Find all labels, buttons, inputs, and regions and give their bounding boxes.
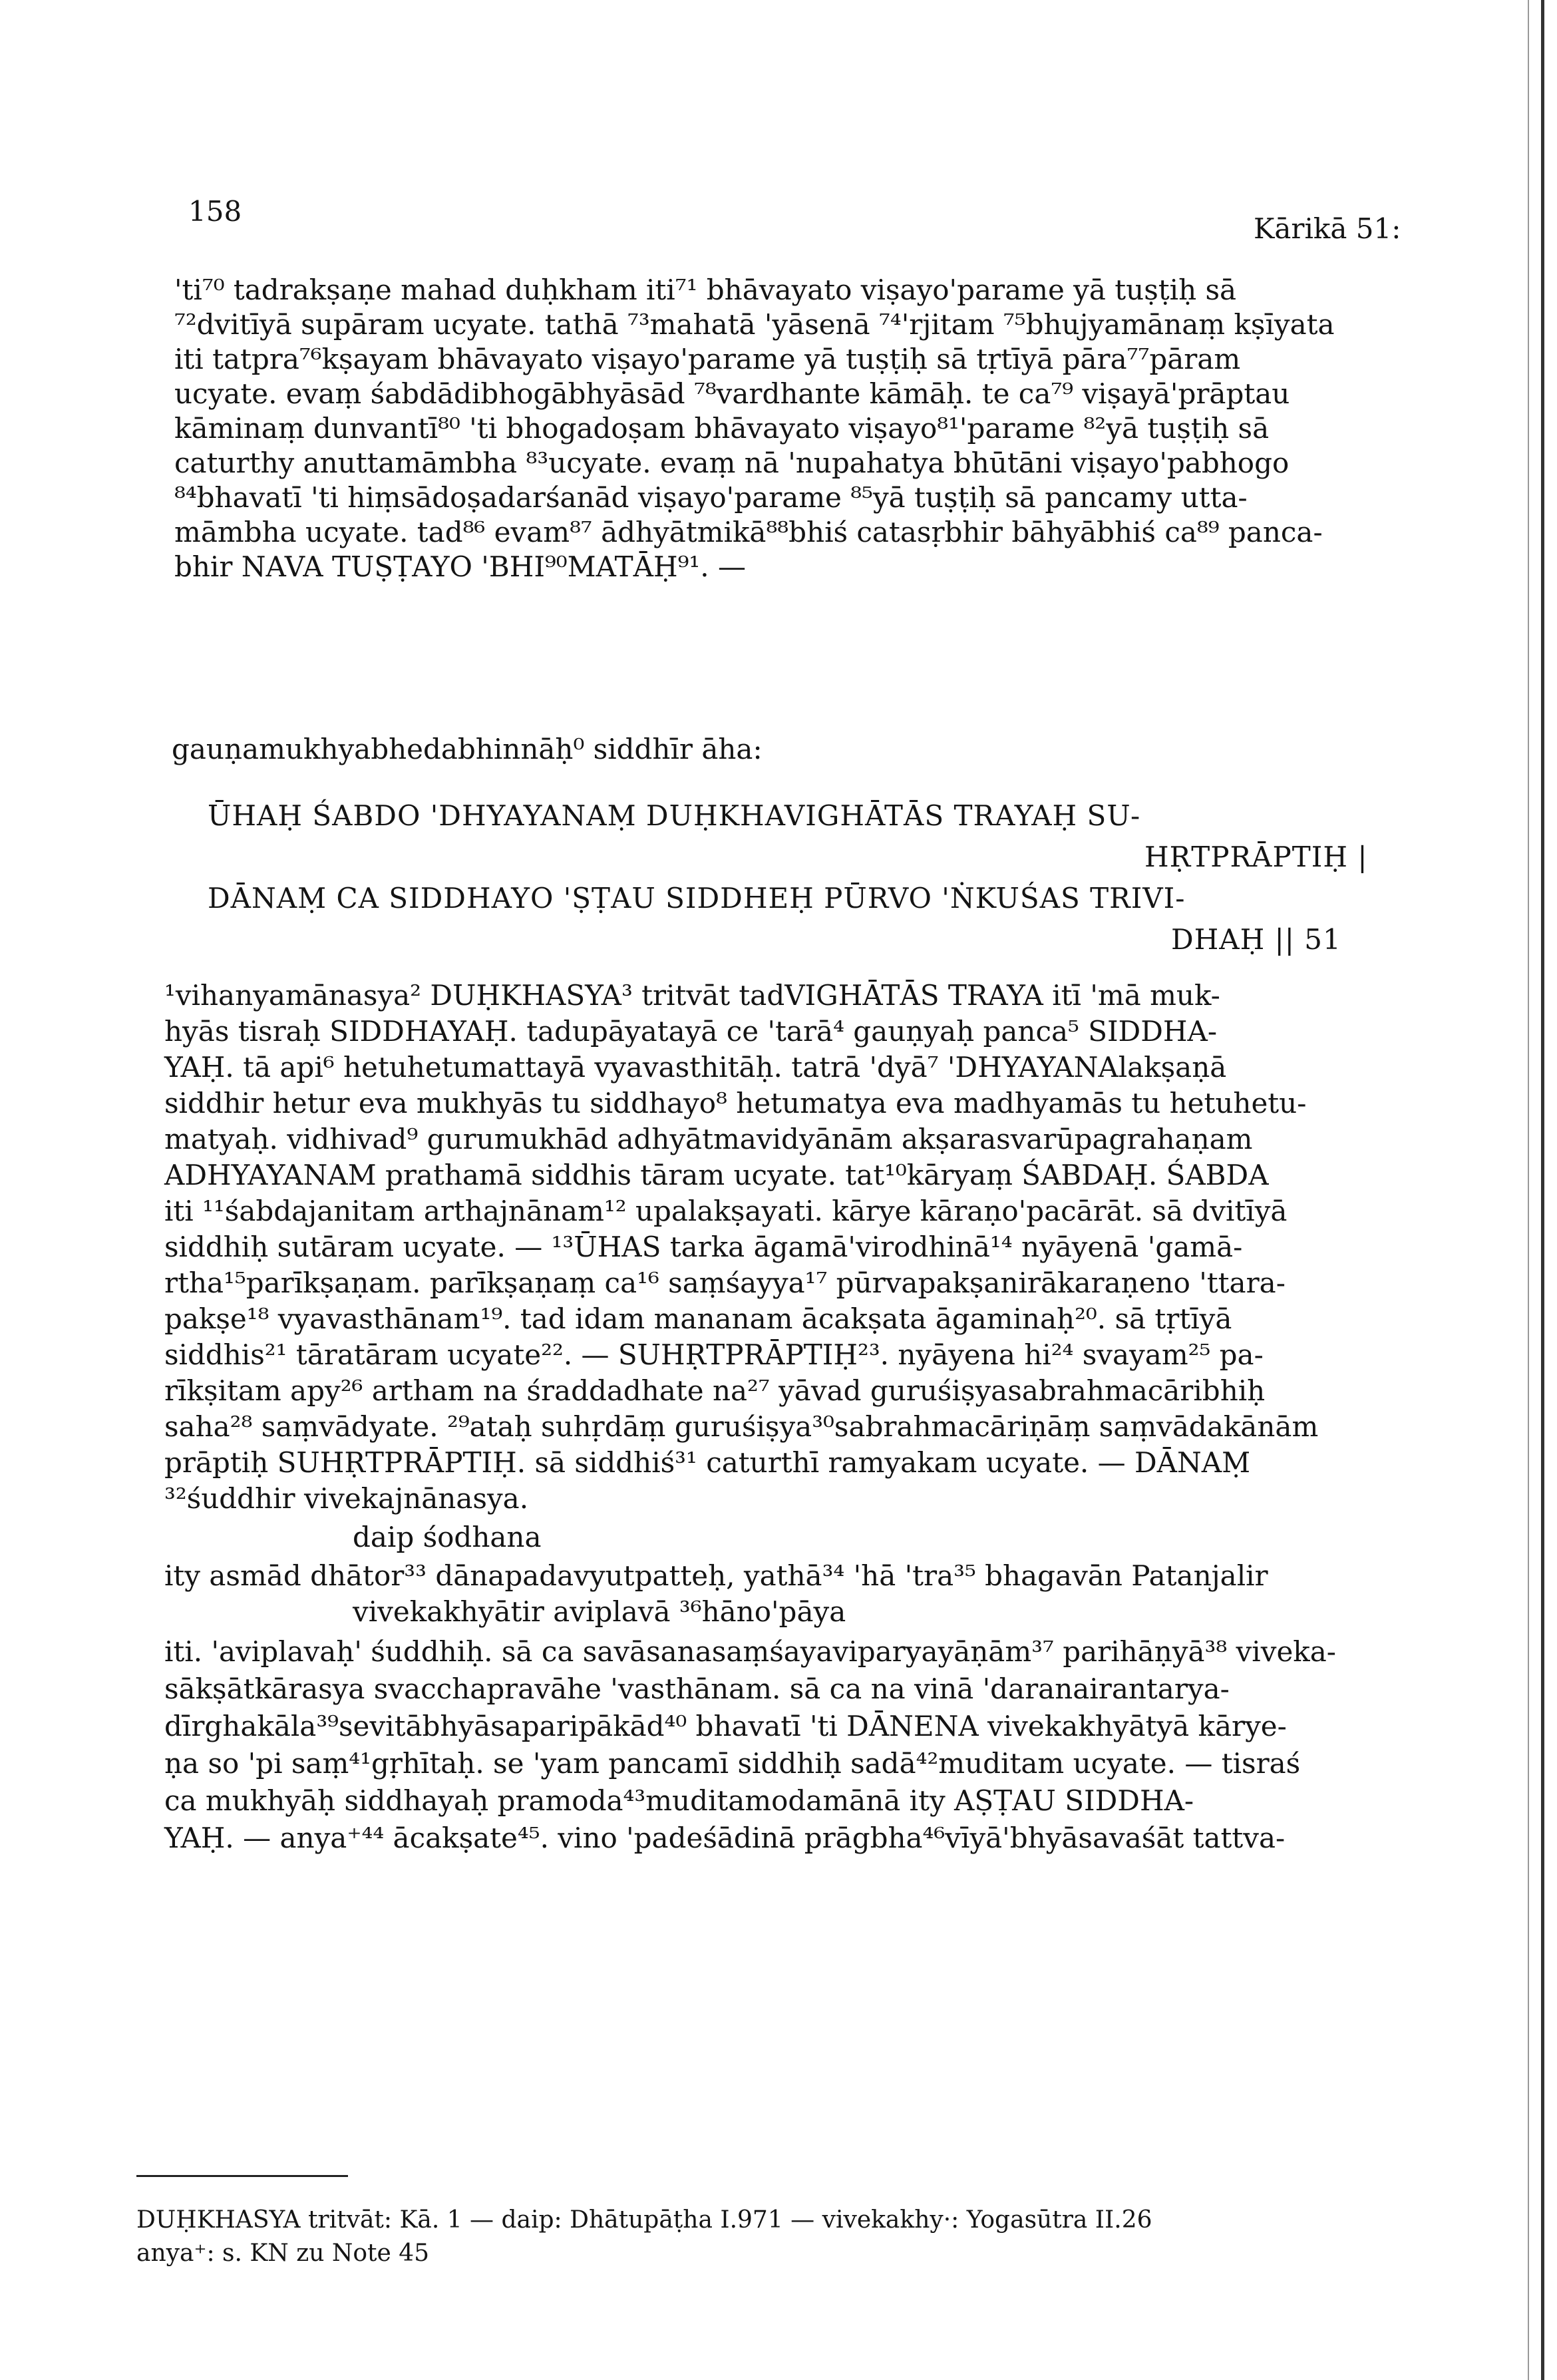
text-line: YAḤ. tā api⁶ hetuhetumattayā vyavasthitāḥ. tatrā 'dyā⁷ 'DHYAYANAlakṣaṇā [164, 1051, 1227, 1084]
verse-line: HṚTPRĀPTIḤ | [1144, 841, 1368, 873]
text-line: ity asmād dhātor³³ dānapadavyutpatteḥ, yathā³⁴ 'hā 'tra³⁵ bhagavān Patanjalir [164, 1559, 1268, 1592]
text-line: ca mukhyāḥ siddhayaḥ pramoda⁴³muditamodamānā ity AṢṬAU SIDDHA- [164, 1784, 1194, 1817]
text-line: iti. 'aviplavaḥ' śuddhiḥ. sā ca savāsanasaṃśayaviparyayāṇām³⁷ parihāṇyā³⁸ viveka- [164, 1635, 1336, 1668]
text-line: hyās tisraḥ SIDDHAYAḤ. tadupāyatayā ce 'tarā⁴ gauṇyaḥ panca⁵ SIDDHA- [164, 1015, 1218, 1048]
text-line: prāptiḥ SUHṚTPRĀPTIḤ. sā siddhiś³¹ caturthī ramyakam ucyate. — DĀNAṂ [164, 1446, 1251, 1479]
text-line: siddhir hetur eva mukhyās tu siddhayo⁸ hetumatya eva madhyamās tu hetuhetu- [164, 1087, 1307, 1119]
text-line: pakṣe¹⁸ vyavasthānam¹⁹. tad idam mananam ācakṣata āgaminaḥ²⁰. sā tṛtīyā [164, 1302, 1232, 1335]
text-line: matyaḥ. vidhivad⁹ gurumukhād adhyātmavidyānām akṣarasvarūpagrahaṇam [164, 1123, 1253, 1155]
text-line: YAḤ. — anya⁺⁴⁴ ācakṣate⁴⁵. vino 'padeśādinā prāgbha⁴⁶vīyā'bhyāsavaśāt tattva- [164, 1822, 1286, 1854]
footnote-rule [136, 2175, 348, 2177]
text-line: 'ti⁷⁰ tadrakṣaṇe mahad duḥkham iti⁷¹ bhāvayato viṣayo'parame yā tuṣṭiḥ sā [174, 274, 1237, 306]
text-line: kāminaṃ dunvantī⁸⁰ 'ti bhogadoṣam bhāvayato viṣayo⁸¹'parame ⁸²yā tuṣṭiḥ sā [174, 412, 1270, 445]
text-line: siddhiḥ sutāram ucyate. — ¹³ŪHAS tarka āgamā'virodhinā¹⁴ nyāyenā 'gamā- [164, 1231, 1243, 1263]
text-line: ⁷²dvitīyā supāram ucyate. tathā ⁷³mahatā 'yāsenā ⁷⁴'rjitam ⁷⁵bhujyamānaṃ kṣīyata [174, 308, 1335, 341]
scan-edge-shadow [1541, 0, 1544, 2380]
text-line: siddhis²¹ tāratāram ucyate²². — SUHṚTPRĀPTIḤ²³. nyāyena hi²⁴ svayam²⁵ pa- [164, 1338, 1264, 1371]
text-line: ¹vihanyamānasya² DUḤKHASYA³ tritvāt tadVIGHĀTĀS TRAYA itī 'mā muk- [164, 979, 1220, 1012]
footnote-line: DUḤKHASYA tritvāt: Kā. 1 — daip: Dhātupāṭha I.971 — vivekakhy·: Yogasūtra II.26 [136, 2206, 1152, 2234]
page-number: 158 [188, 195, 242, 228]
text-line: ⁸⁴bhavatī 'ti hiṃsādoṣadarśanād viṣayo'parame ⁸⁵yā tuṣṭiḥ sā pancamy utta- [174, 481, 1248, 514]
text-line: rīkṣitam apy²⁶ artham na śraddadhate na²⁷ yāvad guruśiṣyasabrahmacāribhiḥ [164, 1374, 1266, 1407]
text-line: ADHYAYANAM prathamā siddhis tāram ucyate. tat¹⁰kāryaṃ ŚABDAḤ. ŚABDA [164, 1159, 1269, 1191]
footnote-line: anya⁺: s. KN zu Note 45 [136, 2240, 430, 2267]
text-line: sākṣātkārasya svacchapravāhe 'vasthānam. sā ca na vinā 'daranairantarya- [164, 1673, 1230, 1705]
text-line: rtha¹⁵parīkṣaṇam. parīkṣaṇaṃ ca¹⁶ saṃśayya¹⁷ pūrvapakṣanirākaraṇeno 'ttara- [164, 1267, 1286, 1299]
text-line: saha²⁸ saṃvādyate. ²⁹ataḥ suhṛdāṃ guruśiṣya³⁰sabrahmacāriṇāṃ saṃvādakānām [164, 1410, 1319, 1443]
verse-line: DHAḤ || 51 [1171, 923, 1341, 956]
text-line: iti ¹¹śabdajanitam arthajnānam¹² upalakṣayati. kārye kāraṇo'pacārāt. sā dvitīyā [164, 1195, 1288, 1227]
interlinear-gloss: daip śodhana [353, 1521, 542, 1553]
interlinear-gloss: vivekakhyātir aviplavā ³⁶hāno'pāya [353, 1595, 846, 1628]
running-title: Kārikā 51: [1254, 212, 1401, 245]
text-line: dīrghakāla³⁹sevitābhyāsaparipākād⁴⁰ bhavatī 'ti DĀNENA vivekakhyātyā kārye- [164, 1710, 1287, 1742]
text-line: māmbha ucyate. tad⁸⁶ evam⁸⁷ ādhyātmikā⁸⁸bhiś catasṛbhir bāhyābhiś ca⁸⁹ panca- [174, 516, 1323, 548]
text-line: ucyate. evaṃ śabdādibhogābhyāsād ⁷⁸vardhante kāmāḥ. te ca⁷⁹ viṣayā'prāptau [174, 377, 1290, 410]
verse-line: DĀNAṂ CA SIDDHAYO 'ṢṬAU SIDDHEḤ PŪRVO 'ṄKUŚAS TRIVI- [208, 882, 1186, 914]
verse-line: ŪHAḤ ŚABDO 'DHYAYANAṂ DUḤKHAVIGHĀTĀS TRAYAḤ SU- [208, 799, 1141, 832]
scan-edge-line [1528, 0, 1529, 2380]
text-line: caturthy anuttamāmbha ⁸³ucyate. evaṃ nā 'nupahatya bhūtāni viṣayo'pabhogo [174, 447, 1290, 479]
text-line: iti tatpra⁷⁶kṣayam bhāvayato viṣayo'parame yā tuṣṭiḥ sā tṛtīyā pāra⁷⁷pāram [174, 343, 1241, 375]
text-line: ³²śuddhir vivekajnānasya. [164, 1482, 529, 1515]
text-line: ṇa so 'pi saṃ⁴¹gṛhītaḥ. se 'yam pancamī siddhiḥ sadā⁴²muditam ucyate. — tisraś [164, 1747, 1301, 1780]
text-line: bhir NAVA TUṢṬAYO 'BHI⁹⁰MATĀḤ⁹¹. — [174, 550, 746, 583]
intro-line: gauṇamukhyabhedabhinnāḥ⁰ siddhīr āha: [172, 733, 763, 765]
